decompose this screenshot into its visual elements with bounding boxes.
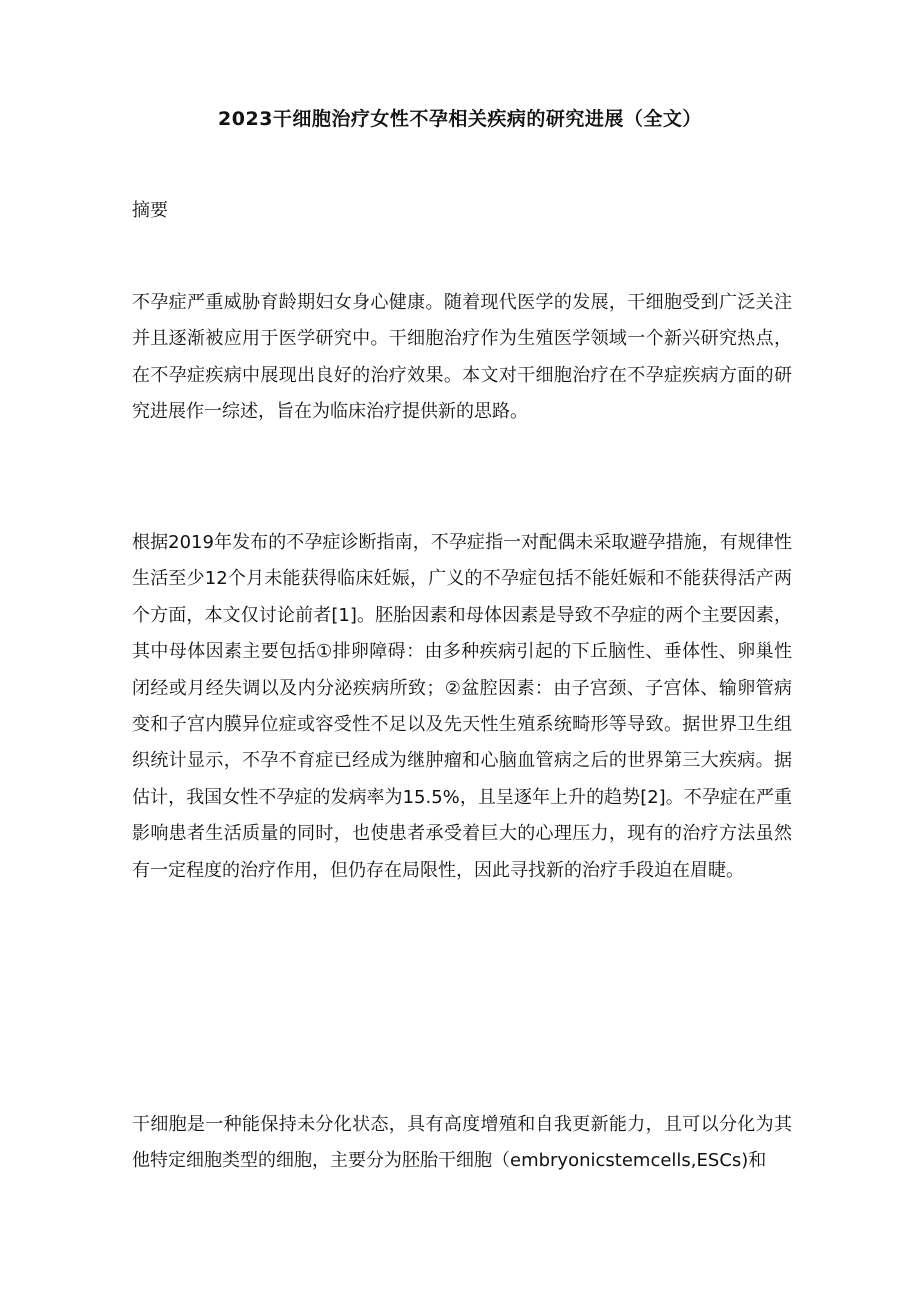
document-title: 2023干细胞治疗女性不孕相关疾病的研究进展（全文） (218, 108, 702, 130)
paragraph-stem-cells: 干细胞是一种能保持未分化状态，具有高度增殖和自我更新能力，且可以分化为其他特定细胞类型的细胞，主要分为胚胎干细胞（embryonicstemcells,ESCs)和 (132, 1114, 792, 1172)
paragraph-background: 根据2019年发布的不孕症诊断指南，不孕症指一对配偶未采取避孕措施，有规律性生活至少12个月未能获得临床妊娠，广义的不孕症包括不能妊娠和不能获得活产两个方面，本文仅讨论前者[1]。胚胎因素和母体因素是导致不孕症的两个主要因素，其中母体因素主要包括①排卵障碍：由多种疾病引起的下丘脑性、垂体性、卵巢性闭经或月经失调以及内分泌疾病所致；②盆腔因素：由子宫颈、子宫体、输卵管病变和子宫内膜异位症或容受性不足以及先天性生殖系统畸形等导致。据世界卫生组织统计显示，不孕不育症已经成为继肿瘤和心脑血管病之后的世界第三大疾病。据估计，我国女性不孕症的发病率为15.5%，且呈逐年上升的趋势[2]。不孕症在严重影响患者生活质量的同时，也使患者承受着巨大的心理压力，现有的治疗方法虽然有一定程度的治疗作用，但仍存在局限性，因此寻找新的治疗手段迫在眉睫。 (132, 532, 792, 881)
paragraph-abstract: 不孕症严重威胁育龄期妇女身心健康。随着现代医学的发展，干细胞受到广泛关注并且逐渐被应用于医学研究中。干细胞治疗作为生殖医学领域一个新兴研究热点，在不孕症疾病中展现出良好的治疗效果。本文对干细胞治疗在不孕症疾病方面的研究进展作一综述，旨在为临床治疗提供新的思路。 (132, 292, 792, 423)
abstract-heading: 摘要 (132, 200, 168, 221)
